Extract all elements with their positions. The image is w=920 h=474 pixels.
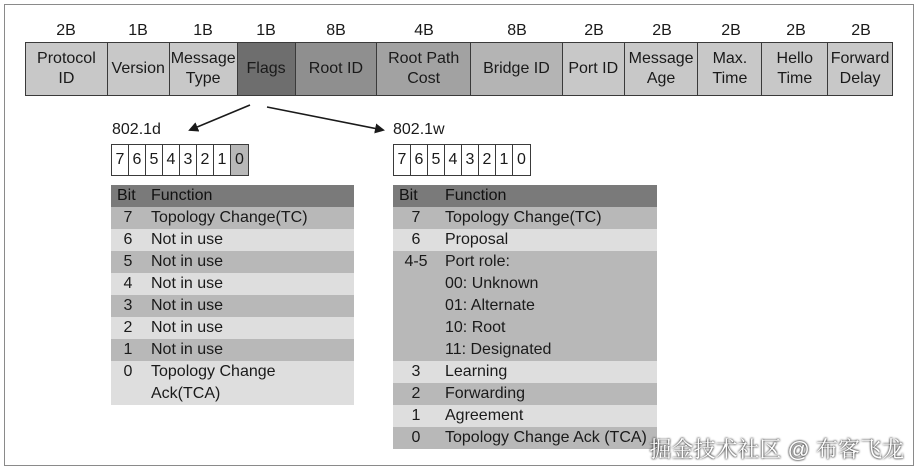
function-cell: Not in use <box>145 339 354 361</box>
field-port-id: Port ID <box>563 43 625 95</box>
bit-cell: 5 <box>111 251 145 273</box>
bit-cell: 3 <box>393 361 439 383</box>
bit-box: 1 <box>496 145 513 175</box>
function-cell: 00: Unknown <box>439 273 657 295</box>
bit-cell: 1 <box>111 339 145 361</box>
col-bit: Bit <box>111 185 145 207</box>
table-802-1w <box>393 185 657 449</box>
bit-cell: 1 <box>393 405 439 427</box>
bit-cell: 4 <box>111 273 145 295</box>
size-version: 1B <box>128 22 148 39</box>
field-message-age: Message Age <box>625 43 699 95</box>
field-message-type: Message Type <box>170 43 238 95</box>
table-row <box>111 229 354 251</box>
field-hello-time: Hello Time <box>762 43 828 95</box>
arrow-to-802-1w <box>267 107 383 130</box>
bit-box: 5 <box>428 145 445 175</box>
table-row <box>393 317 657 339</box>
function-cell: Learning <box>439 361 657 383</box>
table-row <box>393 427 657 449</box>
bit-box: 2 <box>479 145 496 175</box>
table-row <box>393 295 657 317</box>
table-row <box>111 207 354 229</box>
function-cell: Topology Change Ack (TCA) <box>439 427 657 449</box>
function-cell: Port role: <box>439 251 657 273</box>
function-cell: Topology Change Ack(TCA) <box>145 361 354 405</box>
table-row <box>111 295 354 317</box>
function-cell: Agreement <box>439 405 657 427</box>
size-bridge-id: 8B <box>507 22 527 39</box>
table-row <box>393 383 657 405</box>
size-root-id: 8B <box>326 22 346 39</box>
bit-box: 2 <box>197 145 214 175</box>
table-row <box>111 317 354 339</box>
table-row <box>111 361 354 405</box>
bit-cell <box>393 295 439 317</box>
bit-cell: 7 <box>111 207 145 229</box>
bit-box: 1 <box>214 145 231 175</box>
watermark: 掘金技术社区 @ 布客飞龙 <box>649 437 904 462</box>
col-bit: Bit <box>393 185 439 207</box>
bit-cell <box>393 317 439 339</box>
bit-box: 4 <box>163 145 180 175</box>
table-row <box>393 207 657 229</box>
bit-cell: 4-5 <box>393 251 439 273</box>
function-cell: Not in use <box>145 251 354 273</box>
field-flags: Flags <box>238 43 296 95</box>
function-cell: Topology Change(TC) <box>439 207 657 229</box>
table-row <box>111 339 354 361</box>
function-cell: Not in use <box>145 295 354 317</box>
table-row <box>393 339 657 361</box>
bit-box: 0 <box>231 145 248 175</box>
function-cell: 10: Root <box>439 317 657 339</box>
function-cell: Topology Change(TC) <box>145 207 354 229</box>
bit-box: 7 <box>394 145 411 175</box>
bit-cell: 0 <box>111 361 145 405</box>
size-forward-delay: 2B <box>851 22 871 39</box>
label-802-1w: 802.1w <box>393 121 445 138</box>
size-max-time: 2B <box>721 22 741 39</box>
bit-field-802-1d <box>111 144 249 176</box>
bit-box: 7 <box>112 145 129 175</box>
field-version: Version <box>108 43 170 95</box>
bit-cell: 2 <box>393 383 439 405</box>
table-802-1d <box>111 185 354 405</box>
col-function: Function <box>439 185 657 207</box>
bit-box: 6 <box>411 145 428 175</box>
function-cell: Forwarding <box>439 383 657 405</box>
bit-box: 3 <box>462 145 479 175</box>
size-port-id: 2B <box>584 22 604 39</box>
size-hello-time: 2B <box>786 22 806 39</box>
bit-cell: 0 <box>393 427 439 449</box>
bit-box: 6 <box>129 145 146 175</box>
function-cell: Not in use <box>145 273 354 295</box>
function-cell: 11: Designated <box>439 339 657 361</box>
field-forward-delay: Forward Delay <box>828 43 892 95</box>
size-protocol-id: 2B <box>56 22 76 39</box>
table-row <box>111 273 354 295</box>
bit-cell: 6 <box>393 229 439 251</box>
col-function: Function <box>145 185 354 207</box>
bit-field-802-1w <box>393 144 531 176</box>
bit-box: 0 <box>517 151 526 168</box>
table-row <box>111 251 354 273</box>
size-message-age: 2B <box>652 22 672 39</box>
arrow-to-802-1d <box>190 105 250 130</box>
bit-cell <box>393 339 439 361</box>
table-row <box>393 273 657 295</box>
function-cell: Not in use <box>145 229 354 251</box>
table-row <box>393 405 657 427</box>
field-root-id: Root ID <box>296 43 378 95</box>
function-cell: Proposal <box>439 229 657 251</box>
bit-cell: 6 <box>111 229 145 251</box>
field-protocol-id: Protocol ID <box>26 43 108 95</box>
size-message-type: 1B <box>193 22 213 39</box>
bit-cell: 2 <box>111 317 145 339</box>
bit-box: 4 <box>445 145 462 175</box>
bit-cell <box>393 273 439 295</box>
function-cell: Not in use <box>145 317 354 339</box>
function-cell: 01: Alternate <box>439 295 657 317</box>
table-row <box>393 361 657 383</box>
table-row <box>393 229 657 251</box>
bit-cell: 7 <box>393 207 439 229</box>
bit-box: 5 <box>146 145 163 175</box>
field-bridge-id: Bridge ID <box>471 43 563 95</box>
bit-cell: 3 <box>111 295 145 317</box>
field-max-time: Max. Time <box>698 43 762 95</box>
field-root-path-cost: Root Path Cost <box>377 43 471 95</box>
label-802-1d: 802.1d <box>112 121 161 138</box>
size-flags: 1B <box>256 22 276 39</box>
table-row <box>393 251 657 273</box>
size-root-path-cost: 4B <box>414 22 434 39</box>
bit-box: 3 <box>180 145 197 175</box>
